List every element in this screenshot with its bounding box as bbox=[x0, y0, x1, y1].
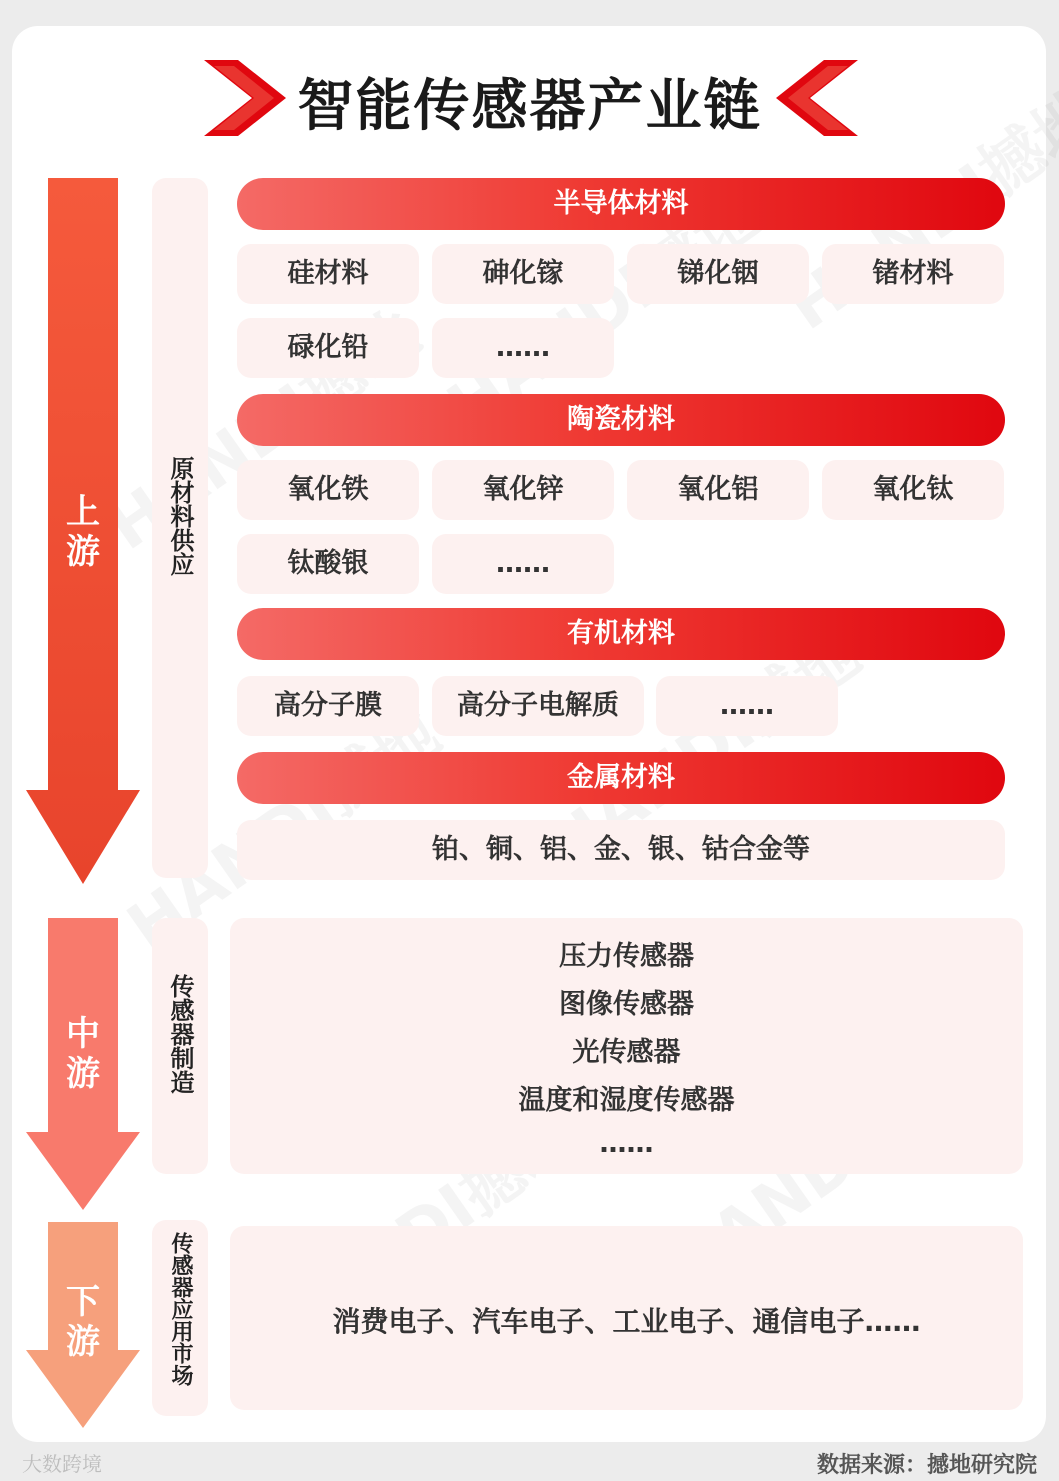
sensor-type: 光传感器 bbox=[572, 1037, 681, 1068]
sensor-type: 图像传感器 bbox=[559, 989, 694, 1020]
downstream-label: 下游 bbox=[66, 1282, 100, 1362]
midstream-category: 传感器制造 bbox=[166, 974, 194, 1094]
semiconductor-header: 半导体材料 bbox=[237, 178, 1005, 230]
right-chevron-icon bbox=[772, 60, 858, 136]
material-item: 高分子电解质 bbox=[432, 676, 644, 736]
footer-logo-text: 大数跨境 bbox=[22, 1452, 102, 1476]
material-item: 锗材料 bbox=[822, 244, 1004, 304]
data-source: 数据来源：撼地研究院 bbox=[816, 1453, 1037, 1478]
material-item: …… bbox=[432, 318, 614, 378]
material-item: 碌化铅 bbox=[237, 318, 419, 378]
material-item: 铂、铜、铝、金、银、钴合金等 bbox=[237, 820, 1005, 880]
material-item: 锑化铟 bbox=[627, 244, 809, 304]
midstream-label: 中游 bbox=[66, 1014, 100, 1094]
upstream-category: 原材料供应 bbox=[166, 456, 194, 576]
material-item: 砷化镓 bbox=[432, 244, 614, 304]
application-markets: 消费电子、汽车电子、工业电子、通信电子…… bbox=[332, 1305, 921, 1338]
page-title: 智能传感器产业链 bbox=[297, 74, 762, 139]
sensor-type: 压力传感器 bbox=[559, 941, 694, 972]
organic-header: 有机材料 bbox=[237, 608, 1005, 660]
ceramic-header: 陶瓷材料 bbox=[237, 394, 1005, 446]
material-item: 高分子膜 bbox=[237, 676, 419, 736]
material-item: 氧化铁 bbox=[237, 460, 419, 520]
material-item: 氧化铝 bbox=[627, 460, 809, 520]
metal-header: 金属材料 bbox=[237, 752, 1005, 804]
sensor-type: 温度和湿度传感器 bbox=[518, 1085, 735, 1116]
upstream-label: 上游 bbox=[66, 492, 100, 572]
material-item: …… bbox=[656, 676, 838, 736]
material-item: …… bbox=[432, 534, 614, 594]
material-item: 氧化钛 bbox=[822, 460, 1004, 520]
sensor-type: …… bbox=[599, 1128, 654, 1159]
downstream-category: 传感器应用市场 bbox=[168, 1232, 193, 1386]
material-item: 钛酸银 bbox=[237, 534, 419, 594]
material-item: 硅材料 bbox=[237, 244, 419, 304]
material-item: 氧化锌 bbox=[432, 460, 614, 520]
